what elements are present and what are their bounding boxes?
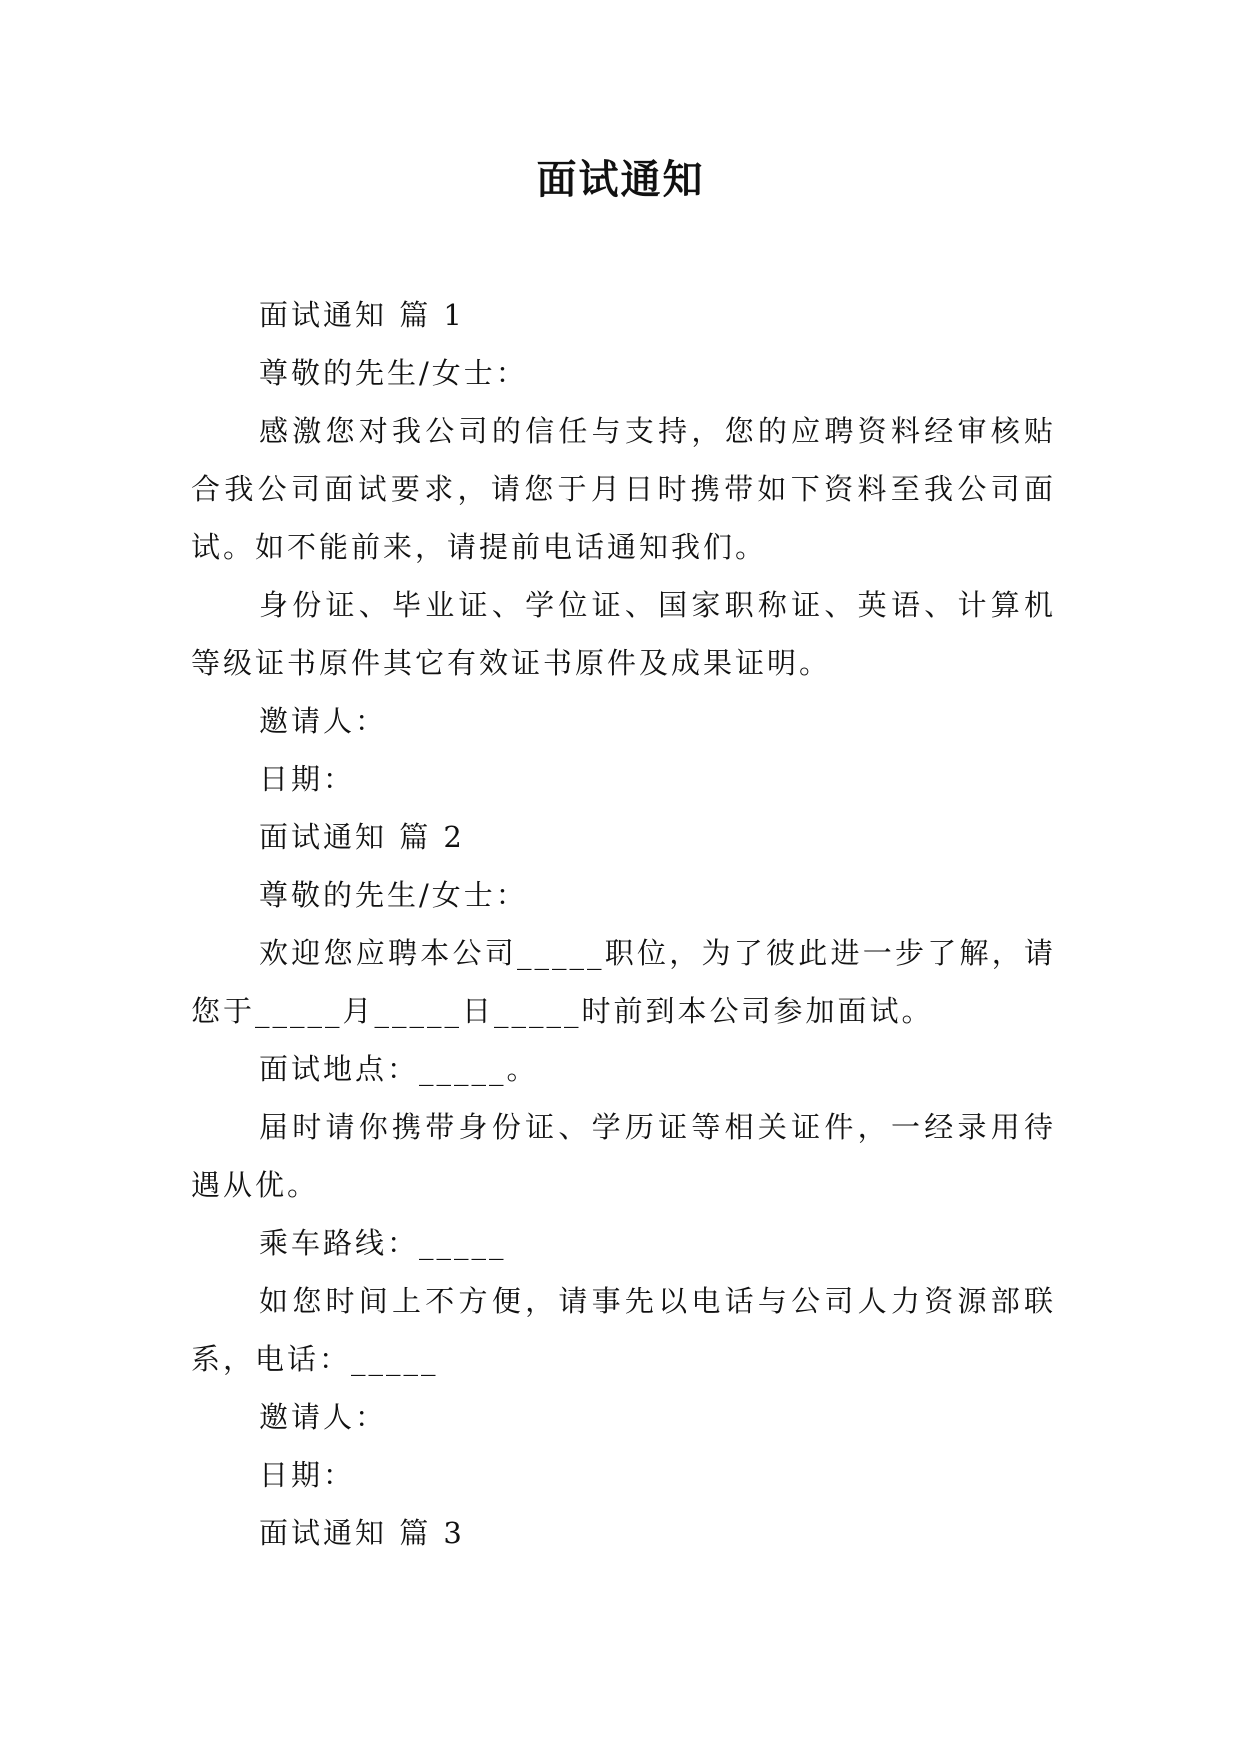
body-paragraph: 欢迎您应聘本公司_____职位，为了彼此进一步了解，请您于_____月_____日_____时前到本公司参加面试。 — [191, 936, 1056, 1028]
interview-location-line: 面试地点：_____。 — [259, 1052, 539, 1086]
section-heading-1: 面试通知 篇 1 — [259, 298, 465, 332]
document-body — [191, 286, 1056, 1562]
document-title: 面试通知 — [536, 157, 705, 203]
body-paragraph: 届时请你携带身份证、学历证等相关证件，一经录用待遇从优。 — [191, 1110, 1056, 1202]
date-line: 日期： — [259, 1458, 356, 1492]
section-heading-3: 面试通知 篇 3 — [259, 1516, 465, 1550]
salutation: 尊敬的先生/女士： — [259, 878, 528, 912]
body-paragraph: 感激您对我公司的信任与支持，您的应聘资料经审核贴合我公司面试要求，请您于月日时携带如下资料至我公司面试。如不能前来，请提前电话通知我们。 — [191, 414, 1056, 564]
inviter-line: 邀请人： — [259, 704, 388, 738]
body-paragraph: 身份证、毕业证、学位证、国家职称证、英语、计算机等级证书原件其它有效证书原件及成果证明。 — [191, 588, 1056, 680]
route-line: 乘车路线：_____ — [259, 1226, 507, 1260]
inviter-line: 邀请人： — [259, 1400, 388, 1434]
date-line: 日期： — [259, 762, 356, 796]
section-heading-2: 面试通知 篇 2 — [259, 820, 465, 854]
salutation: 尊敬的先生/女士： — [259, 356, 528, 390]
body-paragraph: 如您时间上不方便，请事先以电话与公司人力资源部联系，电话：_____ — [191, 1284, 1056, 1376]
